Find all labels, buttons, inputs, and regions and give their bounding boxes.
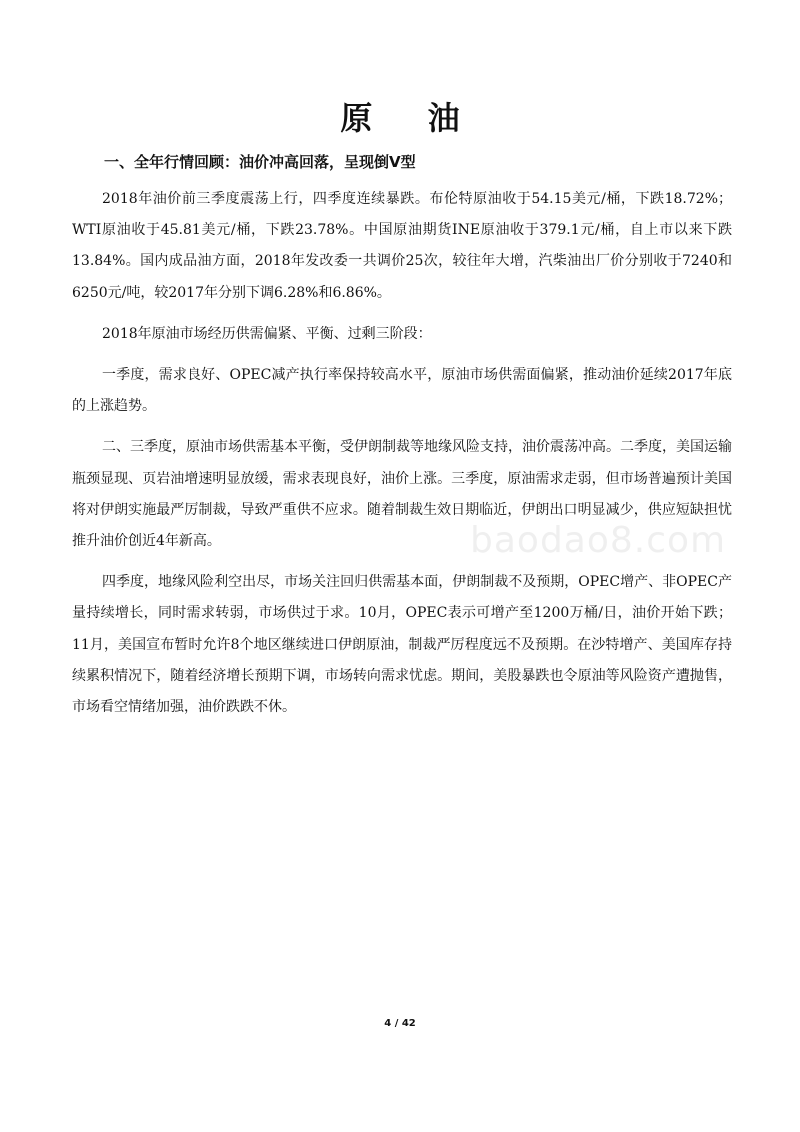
- paragraph-stages-intro: 2018年原油市场经历供需偏紧、平衡、过剩三阶段：: [102, 325, 432, 342]
- page-number: 4 / 42: [384, 1018, 416, 1029]
- body-text: [72, 184, 732, 733]
- section-heading: 一、全年行情回顾：油价冲高回落，呈现倒Ⅴ型: [104, 153, 416, 171]
- paragraph-q2-q3: 二、三季度，原油市场供需基本平衡，受伊朗制裁等地缘风险支持，油价震荡冲高。二季度，美国运输瓶颈显现、页岩油增速明显放缓，需求表现良好，油价上涨。三季度，原油需求走弱，但市场普遍预计美国将对伊朗实施最严厉制裁，导致严重供不应求。随着制裁生效日期临近，伊朗出口明显减少，供应短缺担忧推升油价创近4年新高。: [72, 439, 732, 550]
- page-title: 原 油: [340, 99, 482, 137]
- watermark: baodao8.com: [470, 520, 727, 561]
- paragraph-q4: 四季度，地缘风险利空出尽，市场关注回归供需基本面，伊朗制裁不及预期，OPEC增产、非OPEC产量持续增长，同时需求转弱，市场供过于求。10月，OPEC表示可增产至1200万桶/日，油价开始下跌；11月，美国宣布暂时允许8个地区继续进口伊朗原油，制裁严厉程度远不及预期。在沙特增产、美国库存持续累积情况下，随着经济增长预期下调，市场转向需求忧虑。期间，美股暴跌也令原油等风险资产遭抛售，市场看空情绪加强，油价跌跌不休。: [72, 574, 732, 716]
- paragraph-annual-summary: 2018年油价前三季度震荡上行，四季度连续暴跌。布伦特原油收于54.15美元/桶，下跌18.72%；WTI原油收于45.81美元/桶，下跌23.78%。中国原油期货INE原油收于379.1元/桶，自上市以来下跌13.84%。国内成品油方面，2018年发改委一共调价25次，较往年大增，汽柴油出厂价分别收于7240和6250元/吨，较2017年分别下调6.28%和6.86%。: [72, 191, 732, 301]
- paragraph-q1: 一季度，需求良好、OPEC减产执行率保持较高水平，原油市场供需面偏紧，推动油价延续2017年底的上涨趋势。: [72, 367, 732, 415]
